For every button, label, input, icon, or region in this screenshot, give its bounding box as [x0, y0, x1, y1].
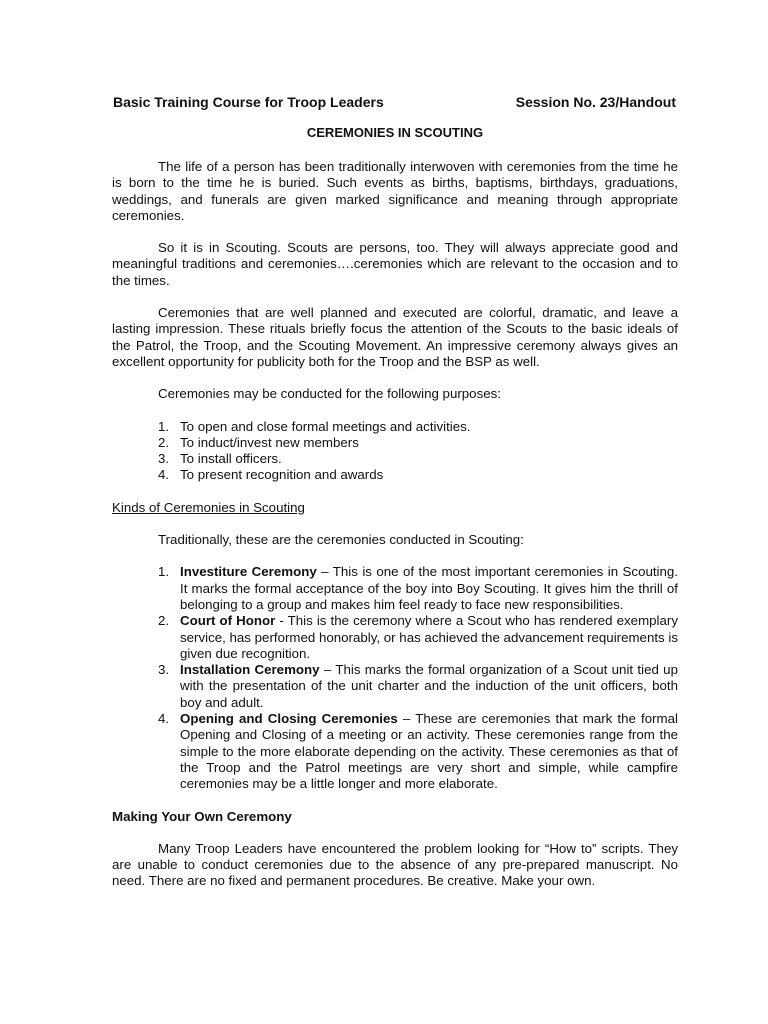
list-item: 2. Court of Honor - This is the ceremony where a Scout who has rendered exemplary service, has performed honorably, or has achieved the advancement requirements is given due recognition. — [158, 613, 678, 661]
list-item: 3. To install officers. — [158, 451, 282, 467]
list-item: 3. Installation Ceremony – This marks the formal organization of a Scout unit tied up with the presentation of the unit charter and the induction of the unit officers, both boy and adult. — [158, 662, 678, 710]
purposes-list — [112, 419, 678, 484]
list-item: 4. Opening and Closing Ceremonies – These are ceremonies that mark the formal Opening and Closing of a meeting or an activity. These ceremonies range from the simple to the more elaborate depending on the activity. These ceremonies as that of the Troop and the Patrol meetings are very short and simple, while campfire ceremonies may be a little longer and more elaborate. — [158, 711, 678, 792]
kinds-list — [112, 564, 678, 792]
kinds-heading: Kinds of Ceremonies in Scouting — [112, 499, 305, 515]
document-title: CEREMONIES IN SCOUTING — [306, 125, 484, 140]
session-label: Session No. 23/Handout — [515, 94, 676, 110]
document-body — [112, 159, 678, 890]
list-item: 2. To induct/invest new members — [158, 434, 359, 450]
paragraph-scouting: So it is in Scouting. Scouts are persons, too. They will always appreciate good and meaningful traditions and ceremonies….ceremonies which are relevant to the occasion and to the times. — [112, 240, 678, 288]
list-item: 1. To open and close formal meetings and activities. — [158, 418, 471, 434]
paragraph-planned-ceremonies: Ceremonies that are well planned and executed are colorful, dramatic, and leave a lasting impression. These rituals briefly focus the attention of the Scouts to the basic ideals of the Patrol, the Troop, and the Scouting Movement. An impressive ceremony always gives an excellent opportunity for publicity both for the Troop and the BSP as well. — [112, 305, 678, 369]
making-paragraph: Many Troop Leaders have encountered the problem looking for “How to” scripts. They are unable to conduct ceremonies due to the absence of any pre-prepared manuscript. No need. There are no fixed and permanent procedures. Be creative. Make your own. — [112, 840, 678, 889]
course-title: Basic Training Course for Troop Leaders — [113, 94, 384, 110]
list-item: 4. To present recognition and awards — [158, 467, 384, 483]
paragraph-purposes-intro: Ceremonies may be conducted for the following purposes: — [158, 386, 501, 402]
list-item: 1. Investiture Ceremony – This is one of the most important ceremonies in Scouting. It marks the formal acceptance of the boy into Boy Scouting. It gives him the thrill of belonging to a group and makes him feel ready to face new responsibilities. — [158, 564, 678, 612]
making-heading: Making Your Own Ceremony — [112, 808, 292, 824]
kinds-intro: Traditionally, these are the ceremonies conducted in Scouting: — [158, 532, 524, 548]
paragraph-intro: The life of a person has been traditionally interwoven with ceremonies from the time he is born to the time he is buried. Such events as births, baptisms, birthdays, graduations, weddings, and funerals are given marked significance and meaning through appropriate ceremonies. — [112, 159, 678, 223]
page-header — [113, 93, 676, 111]
